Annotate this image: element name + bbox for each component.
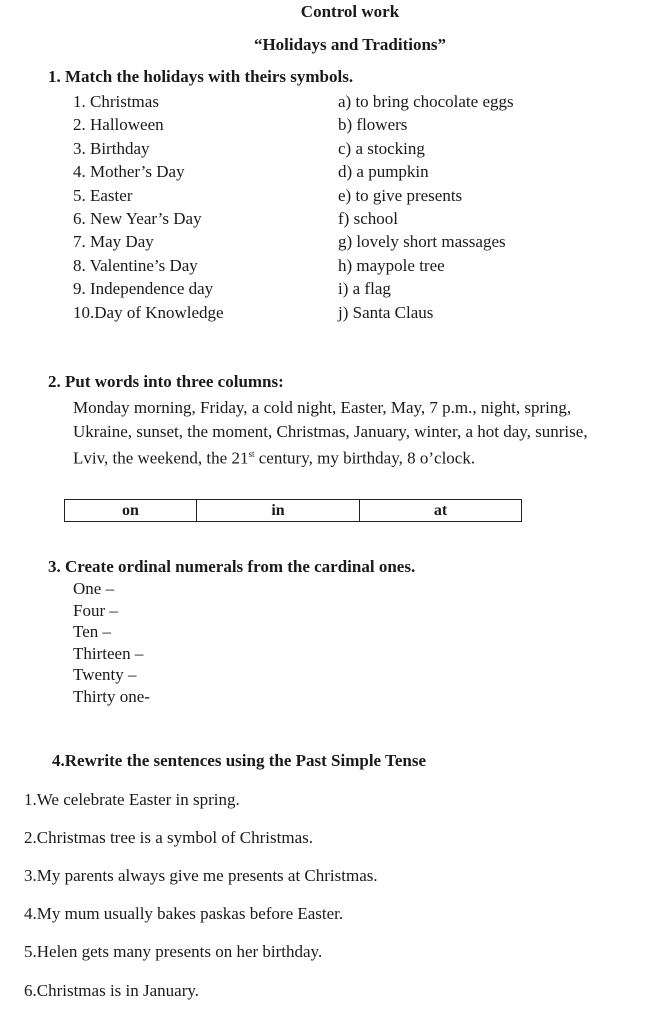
sentence: 1.We celebrate Easter in spring. bbox=[24, 790, 240, 809]
sentence: 5.Helen gets many presents on her birthday. bbox=[24, 942, 323, 961]
symbol-list bbox=[338, 90, 514, 324]
sentence: 6.Christmas is in January. bbox=[24, 981, 200, 1000]
list-item: Ten – bbox=[73, 622, 111, 641]
list-item: Thirty one- bbox=[73, 686, 150, 706]
column-header-in: in bbox=[197, 500, 360, 522]
task2-word-list bbox=[73, 396, 649, 470]
list-item: 5. Easter bbox=[73, 185, 133, 205]
list-item: a) to bring chocolate eggs bbox=[338, 92, 514, 111]
document-title: Control work bbox=[300, 2, 400, 21]
word-list-line: Ukraine, sunset, the moment, Christmas, January, winter, a hot day, sunrise, bbox=[73, 421, 588, 441]
list-item: Four – bbox=[73, 600, 118, 620]
column-header-at: at bbox=[360, 500, 522, 522]
list-item: i) a flag bbox=[338, 279, 391, 299]
sentence: 2.Christmas tree is a symbol of Christmas. bbox=[24, 828, 313, 847]
list-item: j) Santa Claus bbox=[338, 302, 434, 322]
list-item: 9. Independence day bbox=[73, 279, 214, 299]
list-item: 7. May Day bbox=[73, 232, 154, 252]
word-list-line: Monday morning, Friday, a cold night, Easter, May, 7 p.m., night, spring, bbox=[73, 398, 572, 417]
list-item: 6. New Year’s Day bbox=[73, 208, 202, 228]
task2-heading: 2. Put words into three columns: bbox=[48, 372, 284, 391]
list-item: f) school bbox=[338, 208, 398, 228]
list-item: 3. Birthday bbox=[73, 138, 150, 158]
list-item: 8. Valentine’s Day bbox=[73, 255, 198, 275]
list-item: Thirteen – bbox=[73, 643, 144, 663]
list-item: 2. Halloween bbox=[73, 115, 164, 135]
holiday-list bbox=[73, 90, 224, 324]
sentence: 3.My parents always give me presents at Christmas. bbox=[24, 866, 378, 885]
word-list-line: Lviv, the weekend, the 21st century, my birthday, 8 o’clock. bbox=[73, 448, 476, 468]
document-subtitle: “Holidays and Traditions” bbox=[253, 35, 447, 54]
list-item: b) flowers bbox=[338, 115, 408, 135]
task4-heading: 4.Rewrite the sentences using the Past Simple Tense bbox=[52, 751, 426, 770]
task3-heading: 3. Create ordinal numerals from the cardinal ones. bbox=[48, 557, 416, 576]
list-item: 1. Christmas bbox=[73, 92, 159, 111]
list-item: e) to give presents bbox=[338, 185, 463, 205]
task1-heading: 1. Match the holidays with theirs symbols. bbox=[48, 67, 354, 86]
list-item: One – bbox=[73, 579, 115, 598]
list-item: h) maypole tree bbox=[338, 255, 445, 275]
list-item: Twenty – bbox=[73, 665, 137, 684]
cardinal-list bbox=[73, 578, 150, 707]
column-header-on: on bbox=[65, 500, 197, 522]
list-item: 4. Mother’s Day bbox=[73, 162, 185, 182]
list-item: g) lovely short massages bbox=[338, 232, 506, 252]
list-item: c) a stocking bbox=[338, 138, 425, 158]
list-item: d) a pumpkin bbox=[338, 162, 429, 182]
sentence: 4.My mum usually bakes paskas before Easter. bbox=[24, 904, 344, 923]
list-item: 10.Day of Knowledge bbox=[73, 302, 224, 322]
preposition-columns-table bbox=[64, 499, 522, 522]
